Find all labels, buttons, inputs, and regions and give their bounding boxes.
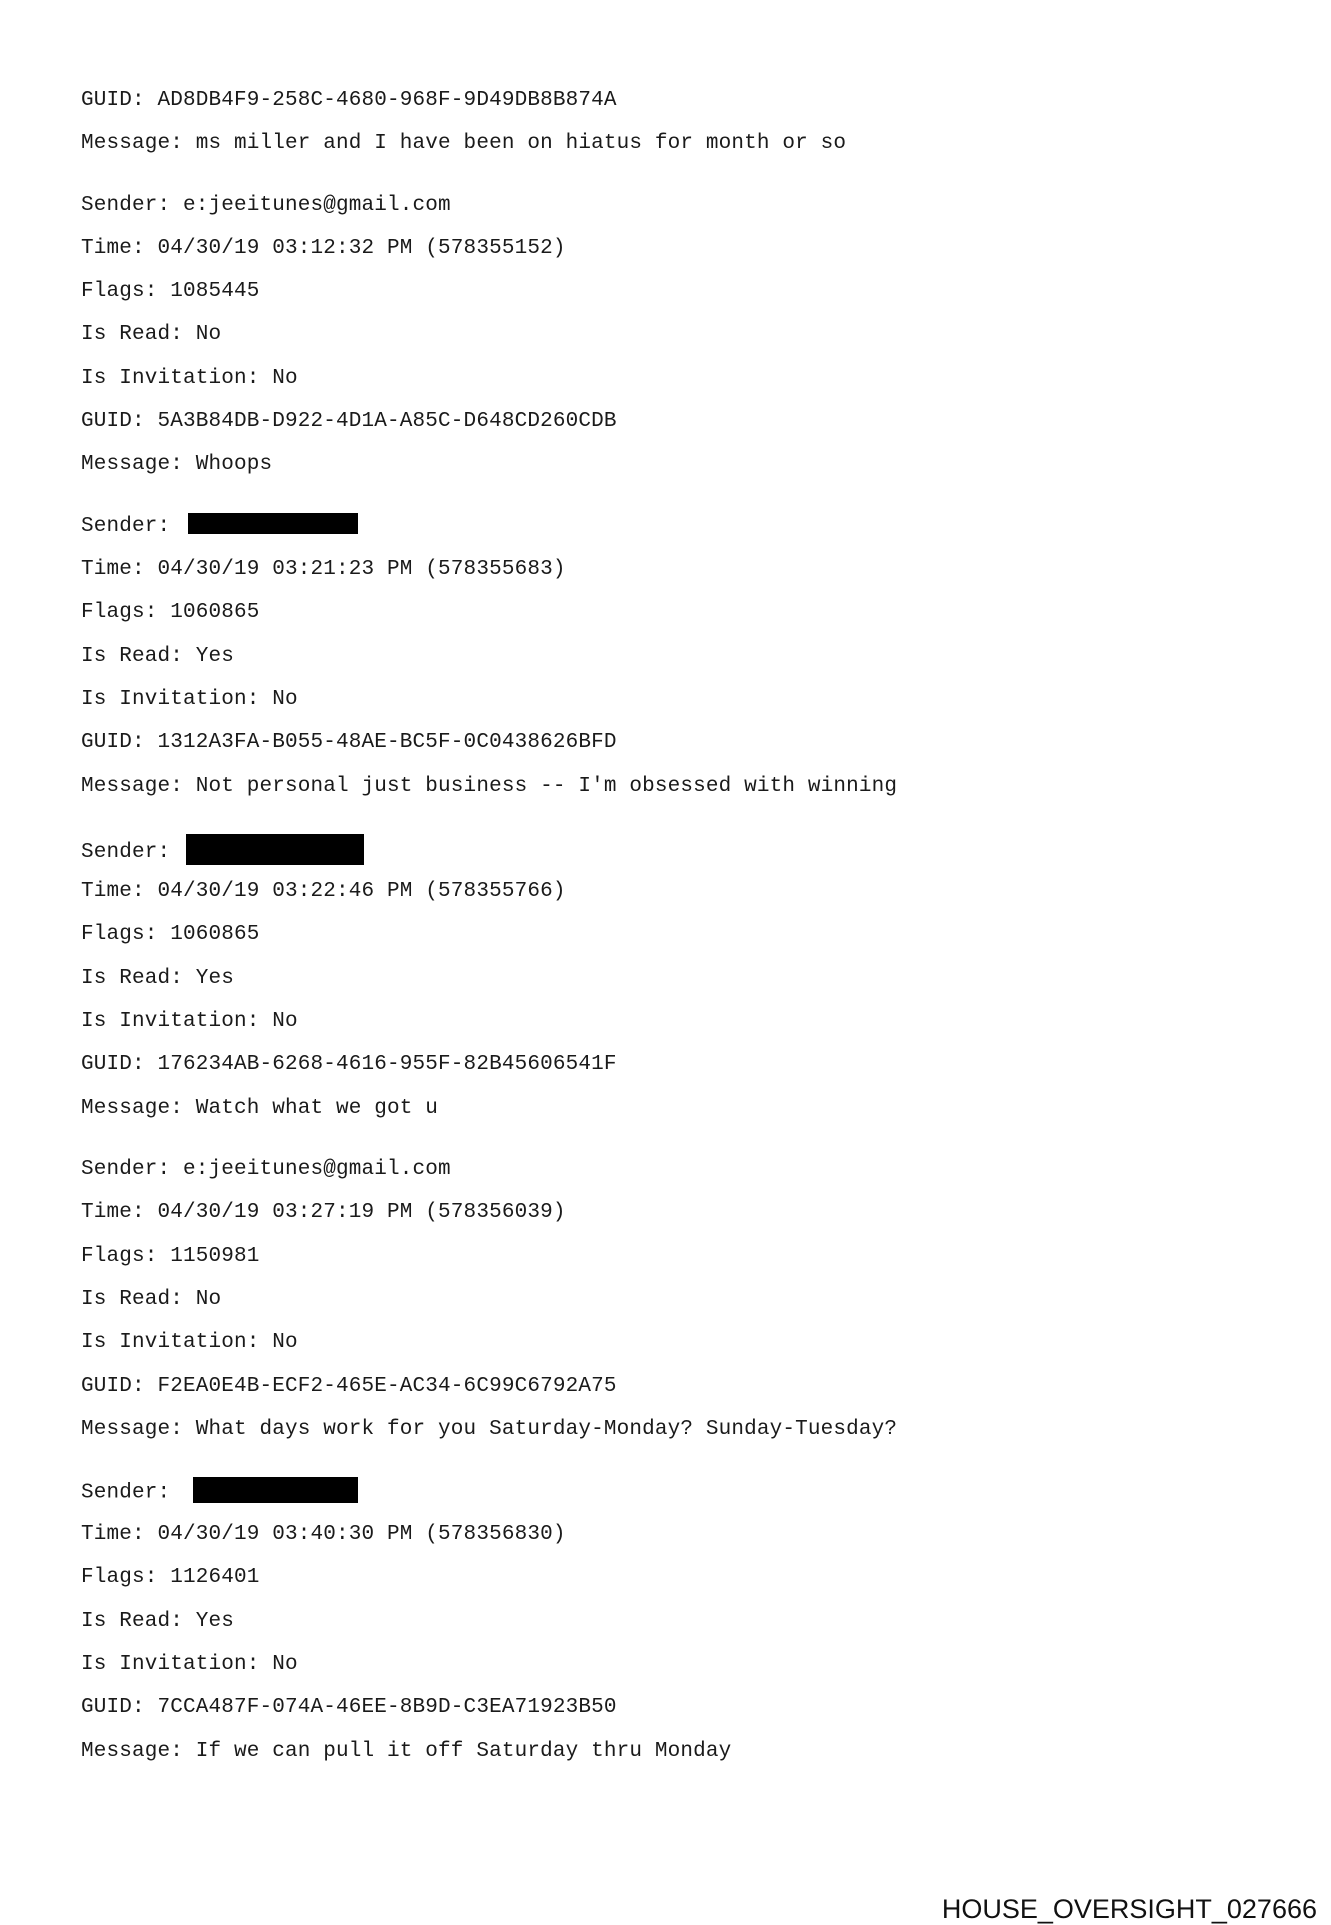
flags-line: Flags: 1060865 [81,923,260,946]
is-read-line: Is Read: Yes [81,967,235,990]
guid-line: GUID: 7CCA487F-074A-46EE-8B9D-C3EA71923B50 [81,1696,617,1719]
bates-number: HOUSE_OVERSIGHT_027666 [941,1894,1317,1924]
redaction-box [186,834,364,865]
message-line: Message: If we can pull it off Saturday thru Monday [81,1740,732,1763]
redaction-box [188,513,358,534]
is-invitation-line: Is Invitation: No [81,688,298,711]
message-line: Message: What days work for you Saturday-Monday? Sunday-Tuesday? [81,1418,898,1441]
sender-line [81,1479,348,1507]
guid-line: GUID: 176234AB-6268-4616-955F-82B45606541F [81,1053,617,1076]
guid-line: GUID: 1312A3FA-B055-48AE-BC5F-0C0438626BFD [81,731,617,754]
is-invitation-line: Is Invitation: No [81,367,298,390]
flags-line: Flags: 1085445 [81,280,260,303]
guid-line: GUID: F2EA0E4B-ECF2-465E-AC34-6C99C6792A75 [81,1375,617,1398]
sender-line: Sender: e:jeeitunes@gmail.com [81,194,451,217]
time-line: Time: 04/30/19 03:40:30 PM (578356830) [81,1523,566,1546]
sender-label: Sender: [81,515,184,538]
message-line: Message: Not personal just business -- I'm obsessed with winning [81,775,898,798]
is-read-line: Is Read: No [81,1288,222,1311]
flags-line: Flags: 1060865 [81,601,260,624]
flags-line: Flags: 1150981 [81,1245,260,1268]
time-line: Time: 04/30/19 03:22:46 PM (578355766) [81,880,566,903]
is-read-line: Is Read: No [81,323,222,346]
message-line: Message: Whoops [81,453,273,476]
is-read-line: Is Read: Yes [81,1610,235,1633]
message-line: Message: ms miller and I have been on hiatus for month or so [81,132,847,155]
sender-line: Sender: e:jeeitunes@gmail.com [81,1158,451,1181]
time-line: Time: 04/30/19 03:12:32 PM (578355152) [81,237,566,260]
is-invitation-line: Is Invitation: No [81,1331,298,1354]
flags-line: Flags: 1126401 [81,1566,260,1589]
time-line: Time: 04/30/19 03:27:19 PM (578356039) [81,1201,566,1224]
time-line: Time: 04/30/19 03:21:23 PM (578355683) [81,558,566,581]
sender-line [81,836,361,867]
sender-label: Sender: [81,841,184,865]
guid-line: GUID: AD8DB4F9-258C-4680-968F-9D49DB8B874A [81,89,617,112]
guid-line: GUID: 5A3B84DB-D922-4D1A-A85C-D648CD260CDB [81,410,617,433]
is-read-line: Is Read: Yes [81,645,235,668]
sender-line [81,514,353,540]
is-invitation-line: Is Invitation: No [81,1010,298,1033]
message-line: Message: Watch what we got u [81,1097,439,1120]
sender-label: Sender: [81,1481,184,1505]
redaction-box [193,1477,358,1503]
is-invitation-line: Is Invitation: No [81,1653,298,1676]
